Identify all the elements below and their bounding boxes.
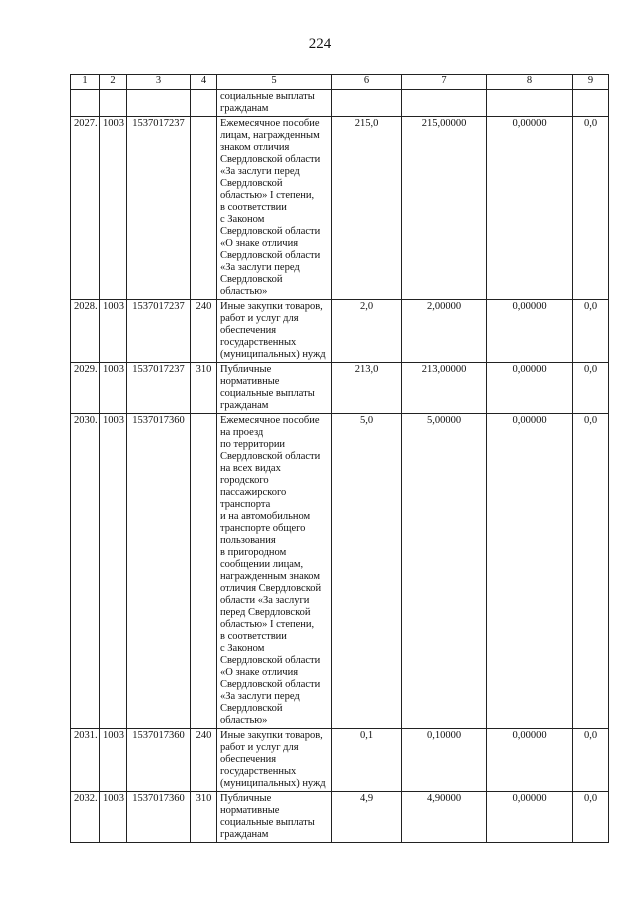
expense-name-line: Публичные bbox=[220, 793, 272, 804]
target-code: 1537017237 bbox=[127, 300, 191, 363]
col-header-6: 6 bbox=[332, 75, 402, 90]
expense-name-line: городского bbox=[220, 475, 269, 486]
col-header-7: 7 bbox=[402, 75, 487, 90]
expense-name-line: социальные выплаты bbox=[220, 817, 315, 828]
table-row bbox=[71, 363, 609, 414]
amount-col-9: 0,0 bbox=[573, 414, 609, 729]
expense-name-line: по территории bbox=[220, 439, 286, 450]
amount-col-8: 0,00000 bbox=[487, 363, 573, 414]
expense-name-line: пользования bbox=[220, 535, 276, 546]
expense-name-line: областью» bbox=[220, 286, 268, 297]
expense-name-line: в соответствии bbox=[220, 202, 287, 213]
amount-col-6: 0,1 bbox=[332, 729, 402, 792]
expense-type-code bbox=[191, 414, 217, 729]
row-number: 2027. bbox=[71, 117, 100, 300]
expense-name-line: отличия Свердловской bbox=[220, 583, 322, 594]
expense-name-line: Публичные bbox=[220, 364, 272, 375]
expense-name-line: социальные выплаты bbox=[220, 388, 315, 399]
expense-name-line: Иные закупки товаров, bbox=[220, 730, 323, 741]
table-row bbox=[71, 729, 609, 792]
amount-col-9: 0,0 bbox=[573, 117, 609, 300]
table-row bbox=[71, 117, 609, 300]
amount-col-6: 5,0 bbox=[332, 414, 402, 729]
amount-col-8: 0,00000 bbox=[487, 729, 573, 792]
expense-name-line: знаком отличия bbox=[220, 142, 290, 153]
section-code: 1003 bbox=[100, 117, 127, 300]
amount-col-6: 4,9 bbox=[332, 792, 402, 843]
row-number: 2031. bbox=[71, 729, 100, 792]
row-number: 2032. bbox=[71, 792, 100, 843]
expense-name-line: перед Свердловской bbox=[220, 607, 311, 618]
expense-name-line: обеспечения bbox=[220, 325, 277, 336]
row-number: 2028. bbox=[71, 300, 100, 363]
expense-name-line: Свердловской bbox=[220, 274, 283, 285]
expense-name-line: обеспечения bbox=[220, 754, 277, 765]
amount-col-9: 0,0 bbox=[573, 729, 609, 792]
expense-name-line: на всех видах bbox=[220, 463, 281, 474]
table-row bbox=[71, 300, 609, 363]
row-number: 2030. bbox=[71, 414, 100, 729]
expense-name-line: «За заслуги перед bbox=[220, 691, 300, 702]
amount-col-9: 0,0 bbox=[573, 300, 609, 363]
expense-name-line: (муниципальных) нужд bbox=[220, 778, 326, 789]
page-number: 224 bbox=[308, 36, 332, 52]
expense-name-line: с Законом bbox=[220, 214, 265, 225]
expense-name bbox=[217, 117, 332, 300]
target-code: 1537017360 bbox=[127, 729, 191, 792]
amount-col-7: 5,00000 bbox=[402, 414, 487, 729]
expense-name-line: областью» bbox=[220, 715, 268, 726]
amount-col-6: 213,0 bbox=[332, 363, 402, 414]
target-code: 1537017360 bbox=[127, 792, 191, 843]
expense-name-line: и на автомобильном bbox=[220, 511, 311, 522]
expense-name-line: Ежемесячное пособие bbox=[220, 415, 320, 426]
expense-name bbox=[217, 414, 332, 729]
col-header-9: 9 bbox=[573, 75, 609, 90]
expense-name-line: «За заслуги перед bbox=[220, 262, 300, 273]
expense-name-line: транспорта bbox=[220, 499, 271, 510]
amount-col-9: 0,0 bbox=[573, 363, 609, 414]
expense-name-line: (муниципальных) нужд bbox=[220, 349, 326, 360]
expense-name-line: государственных bbox=[220, 337, 297, 348]
amount-col-6: 2,0 bbox=[332, 300, 402, 363]
expense-name-line: государственных bbox=[220, 766, 297, 777]
amount-col-7: 213,00000 bbox=[402, 363, 487, 414]
expense-name-line: гражданам bbox=[220, 829, 269, 840]
col-header-3: 3 bbox=[127, 75, 191, 90]
section-code: 1003 bbox=[100, 363, 127, 414]
amount-col-8: 0,00000 bbox=[487, 117, 573, 300]
expense-name-line: Свердловской области bbox=[220, 154, 321, 165]
expense-name bbox=[217, 300, 332, 363]
continuation-name: социальные выплаты гражданам bbox=[217, 90, 332, 117]
expense-name-line: пассажирского bbox=[220, 487, 287, 498]
header-row bbox=[71, 75, 609, 90]
table-row bbox=[71, 414, 609, 729]
expense-name-line: награжденным знаком bbox=[220, 571, 321, 582]
amount-col-8: 0,00000 bbox=[487, 300, 573, 363]
expense-name-line: Свердловской bbox=[220, 178, 283, 189]
expense-name-line: в пригородном bbox=[220, 547, 287, 558]
expense-name-line: на проезд bbox=[220, 427, 264, 438]
expense-name-line: сообщении лицам, bbox=[220, 559, 304, 570]
col-header-8: 8 bbox=[487, 75, 573, 90]
expense-name-line: работ и услуг для bbox=[220, 742, 299, 753]
expense-name-line: нормативные bbox=[220, 805, 280, 816]
expense-name-line: «О знаке отличия bbox=[220, 238, 299, 249]
table-row bbox=[71, 792, 609, 843]
amount-col-7: 0,10000 bbox=[402, 729, 487, 792]
amount-col-7: 2,00000 bbox=[402, 300, 487, 363]
target-code: 1537017237 bbox=[127, 117, 191, 300]
expense-name bbox=[217, 363, 332, 414]
target-code: 1537017360 bbox=[127, 414, 191, 729]
expense-name-line: лицам, награжденным bbox=[220, 130, 320, 141]
expense-name-line: области «За заслуги bbox=[220, 595, 310, 606]
col-header-5: 5 bbox=[217, 75, 332, 90]
expense-name-line: Свердловской области bbox=[220, 679, 321, 690]
expense-name-line: Ежемесячное пособие bbox=[220, 118, 320, 129]
expense-name-line: «О знаке отличия bbox=[220, 667, 299, 678]
expense-name-line: «За заслуги перед bbox=[220, 166, 300, 177]
expense-name bbox=[217, 792, 332, 843]
expense-type-code: 310 bbox=[191, 792, 217, 843]
section-code: 1003 bbox=[100, 300, 127, 363]
amount-col-8: 0,00000 bbox=[487, 792, 573, 843]
amount-col-8: 0,00000 bbox=[487, 414, 573, 729]
col-header-4: 4 bbox=[191, 75, 217, 90]
expense-type-code: 310 bbox=[191, 363, 217, 414]
expense-name-line: Иные закупки товаров, bbox=[220, 301, 323, 312]
expense-type-code: 240 bbox=[191, 729, 217, 792]
expense-name-line: транспорте общего bbox=[220, 523, 306, 534]
section-code: 1003 bbox=[100, 792, 127, 843]
target-code: 1537017237 bbox=[127, 363, 191, 414]
row-number: 2029. bbox=[71, 363, 100, 414]
expense-name-line: нормативные bbox=[220, 376, 280, 387]
expense-name-line: Свердловской bbox=[220, 703, 283, 714]
continuation-row bbox=[71, 90, 609, 117]
col-header-1: 1 bbox=[71, 75, 100, 90]
expense-name-line: в соответствии bbox=[220, 631, 287, 642]
expense-name-line: с Законом bbox=[220, 643, 265, 654]
expense-type-code bbox=[191, 117, 217, 300]
section-code: 1003 bbox=[100, 414, 127, 729]
expense-name-line: работ и услуг для bbox=[220, 313, 299, 324]
expense-type-code: 240 bbox=[191, 300, 217, 363]
expense-name-line: областью» I степени, bbox=[220, 619, 315, 630]
amount-col-9: 0,0 bbox=[573, 792, 609, 843]
amount-col-6: 215,0 bbox=[332, 117, 402, 300]
expense-name-line: Свердловской области bbox=[220, 226, 321, 237]
section-code: 1003 bbox=[100, 729, 127, 792]
expense-name-line: областью» I степени, bbox=[220, 190, 315, 201]
expense-name-line: Свердловской области bbox=[220, 451, 321, 462]
budget-table bbox=[70, 74, 609, 843]
expense-name bbox=[217, 729, 332, 792]
expense-name-line: гражданам bbox=[220, 400, 269, 411]
col-header-2: 2 bbox=[100, 75, 127, 90]
amount-col-7: 215,00000 bbox=[402, 117, 487, 300]
expense-name-line: Свердловской области bbox=[220, 250, 321, 261]
amount-col-7: 4,90000 bbox=[402, 792, 487, 843]
expense-name-line: Свердловской области bbox=[220, 655, 321, 666]
